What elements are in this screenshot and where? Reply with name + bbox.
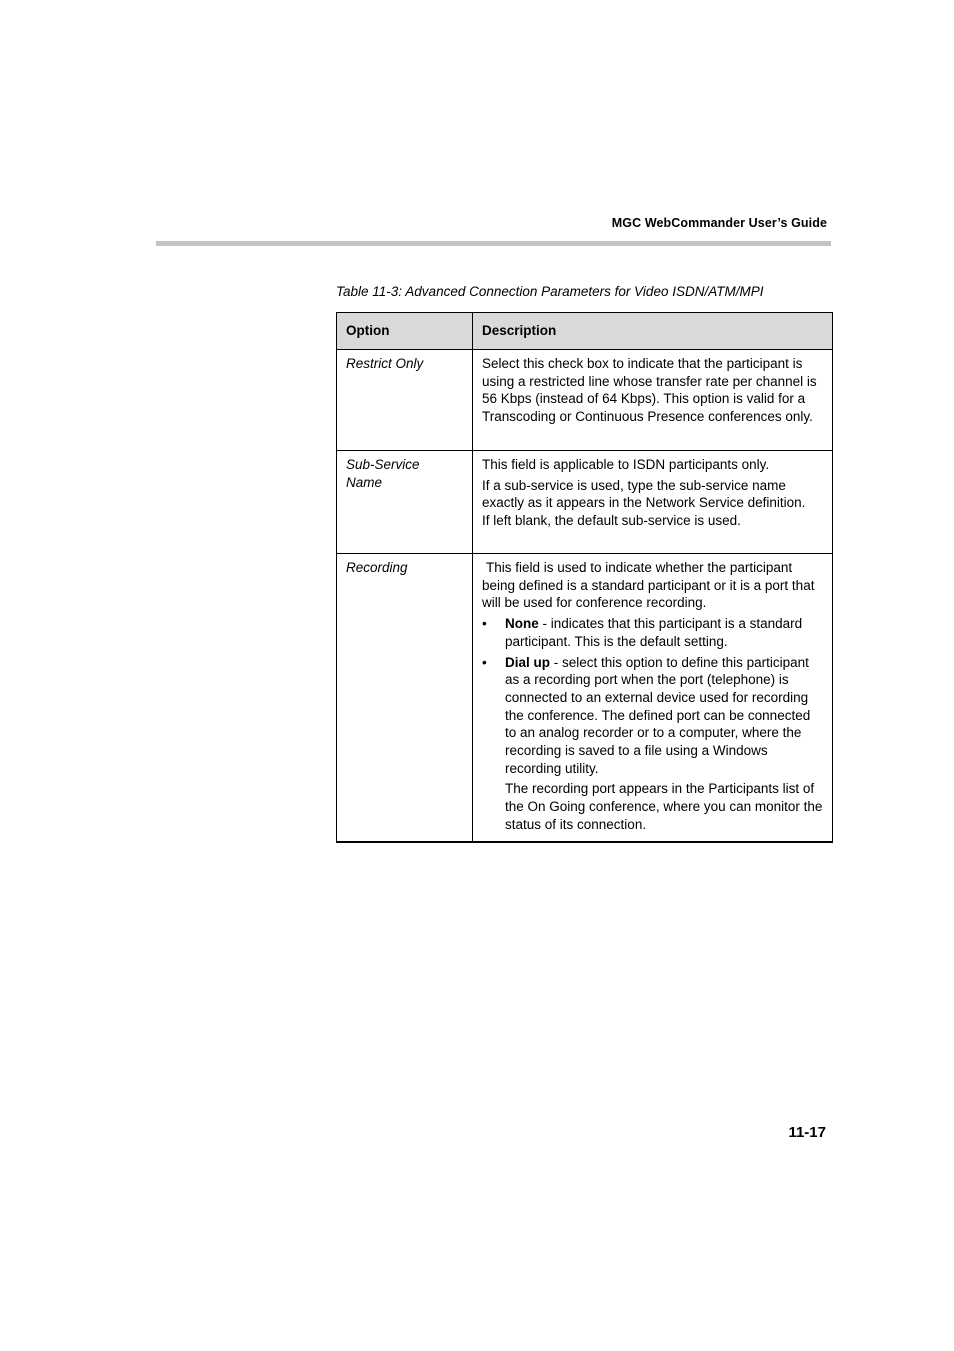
bullet-term: Dial up [505, 654, 551, 670]
table-row [337, 554, 833, 842]
description-text: If left blank, the default sub-service is used. [482, 513, 741, 529]
description-cell [473, 451, 833, 554]
description-text: This field is used to indicate whether the participant being defined is a standard participant or it is a port that will be used for conference recording. [482, 560, 815, 611]
option-cell: Restrict Only [337, 350, 473, 451]
table-row [337, 350, 833, 451]
description-text: This field is applicable to ISDN participants only. [482, 457, 770, 472]
option-text: Sub-Service Name [346, 457, 420, 490]
bullet-text: - select this option to define this participant as a recording port when the port (telephone) is connected to an external device used for recording the conference. The defined port can be connected to an analog recorder or to a computer, where the recording is saved to a file using a Windows recording utility. [505, 654, 811, 776]
table-caption: Table 11-3: Advanced Connection Parameters for Video ISDN/ATM/MPI [336, 284, 764, 299]
bullet-dot: • [482, 616, 487, 632]
description-cell [473, 350, 833, 451]
description-text: Select this check box to indicate that the participant is using a restricted line whose transfer rate per channel is 56 Kbps (instead of 64 Kbps). This option is valid for a Transcoding or Continuous Presence conferences only. [482, 356, 817, 425]
running-header-title: MGC WebCommander User’s Guide [611, 216, 827, 230]
option-cell: Recording [337, 554, 473, 842]
bullet-dot: • [482, 654, 487, 670]
header-divider [156, 241, 831, 246]
description-cell [473, 554, 833, 842]
table-row [337, 451, 833, 554]
table-header-row [337, 313, 833, 350]
column-header-description: Description [473, 313, 833, 350]
column-header-option: Option [337, 313, 473, 350]
option-cell [337, 451, 473, 554]
bullet-item [482, 654, 823, 778]
parameters-table [336, 312, 833, 843]
bullet-text: - indicates that this participant is a standard participant. This is the default setting. [505, 616, 803, 649]
bullet-continuation: The recording port appears in the Participants list of the On Going conference, where you can monitor the status of its connection. [505, 781, 823, 832]
page-number: 11-17 [788, 1124, 826, 1141]
bullet-term: None [505, 616, 539, 632]
description-text: If a sub-service is used, type the sub-service name exactly as it appears in the Network Service definition. [482, 477, 806, 511]
bullet-item [482, 615, 823, 650]
